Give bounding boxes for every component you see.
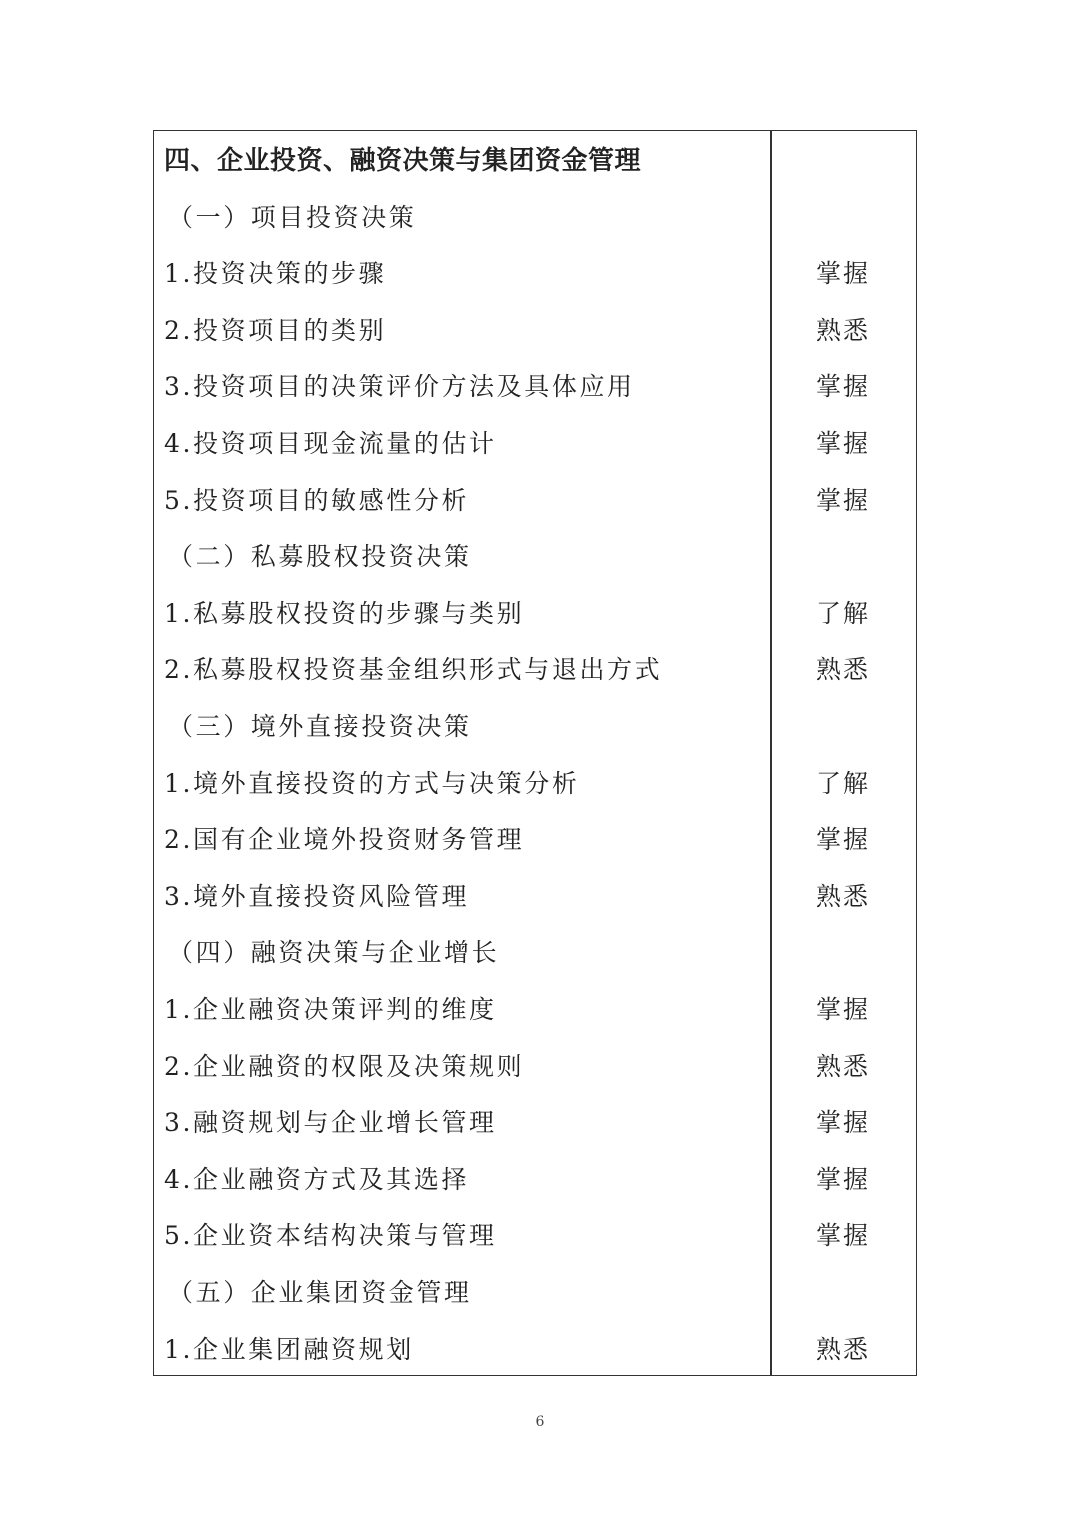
topic-text: 3.融资规划与企业增长管理 [164, 1108, 497, 1138]
table-row [154, 756, 916, 813]
subsection-row [154, 190, 916, 247]
table-row [154, 642, 916, 699]
table-row [154, 246, 916, 303]
topic-text: 1.企业融资决策评判的维度 [164, 995, 497, 1024]
subsection-row [154, 1265, 916, 1322]
level-cell: 掌握 [815, 259, 870, 289]
topic-text: 3.投资项目的决策评价方法及具体应用 [164, 372, 635, 402]
section-heading: 四、企业投资、融资决策与集团资金管理 [164, 146, 642, 176]
level-cell: 掌握 [815, 372, 870, 402]
table-row [154, 1208, 916, 1265]
table-row [154, 1039, 916, 1096]
subsection-title: （三）境外直接投资决策 [168, 712, 472, 741]
topic-text: 2.投资项目的类别 [164, 315, 387, 345]
table-row [154, 473, 916, 530]
topic-text: 3.境外直接投资风险管理 [164, 881, 470, 911]
level-cell: 掌握 [815, 485, 870, 515]
topic-text: 1.私募股权投资的步骤与类别 [164, 598, 525, 628]
level-cell: 掌握 [815, 995, 870, 1024]
topic-text: 5.企业资本结构决策与管理 [164, 1221, 497, 1251]
level-cell: 熟悉 [815, 1051, 870, 1081]
level-cell [770, 529, 916, 586]
level-cell [770, 190, 916, 247]
table-row [154, 1152, 916, 1209]
table-row [154, 1095, 916, 1152]
table-row [154, 303, 916, 360]
topic-text: 1.境外直接投资的方式与决策分析 [164, 768, 580, 798]
level-cell: 掌握 [815, 1108, 870, 1138]
level-cell: 掌握 [815, 825, 870, 855]
level-cell: 熟悉 [815, 655, 870, 685]
level-cell [770, 1265, 916, 1322]
topic-text: 4.投资项目现金流量的估计 [164, 429, 497, 458]
level-cell: 熟悉 [815, 1334, 870, 1364]
topic-text: 2.国有企业境外投资财务管理 [164, 825, 525, 855]
section-heading-row [154, 133, 916, 190]
level-cell: 了解 [815, 768, 870, 798]
table-row [154, 359, 916, 416]
subsection-row [154, 699, 916, 756]
topic-text: 1.企业集团融资规划 [164, 1334, 414, 1364]
level-cell [770, 133, 916, 190]
syllabus-table [153, 130, 917, 1376]
subsection-row [154, 529, 916, 586]
subsection-title: （一）项目投资决策 [168, 202, 417, 232]
topic-text: 4.企业融资方式及其选择 [164, 1164, 470, 1194]
subsection-title: （五）企业集团资金管理 [168, 1278, 472, 1307]
topic-text: 5.投资项目的敏感性分析 [164, 485, 470, 515]
level-cell: 熟悉 [815, 881, 870, 911]
level-cell [770, 699, 916, 756]
level-cell: 掌握 [815, 1164, 870, 1194]
level-cell: 了解 [815, 598, 870, 628]
table-row [154, 812, 916, 869]
level-cell [770, 925, 916, 982]
level-cell: 熟悉 [815, 315, 870, 345]
topic-text: 2.企业融资的权限及决策规则 [164, 1051, 525, 1081]
table-row [154, 586, 916, 643]
table-row [154, 869, 916, 926]
topic-text: 2.私募股权投资基金组织形式与退出方式 [164, 655, 663, 685]
page-number: 6 [535, 1414, 545, 1430]
level-cell: 掌握 [815, 1221, 870, 1251]
subsection-title: （四）融资决策与企业增长 [168, 938, 500, 968]
topic-text: 1.投资决策的步骤 [164, 259, 387, 289]
table-row [154, 982, 916, 1039]
table-row [154, 1322, 916, 1379]
level-cell: 掌握 [815, 429, 870, 458]
table-row [154, 416, 916, 473]
subsection-title: （二）私募股权投资决策 [168, 542, 472, 572]
subsection-row [154, 925, 916, 982]
